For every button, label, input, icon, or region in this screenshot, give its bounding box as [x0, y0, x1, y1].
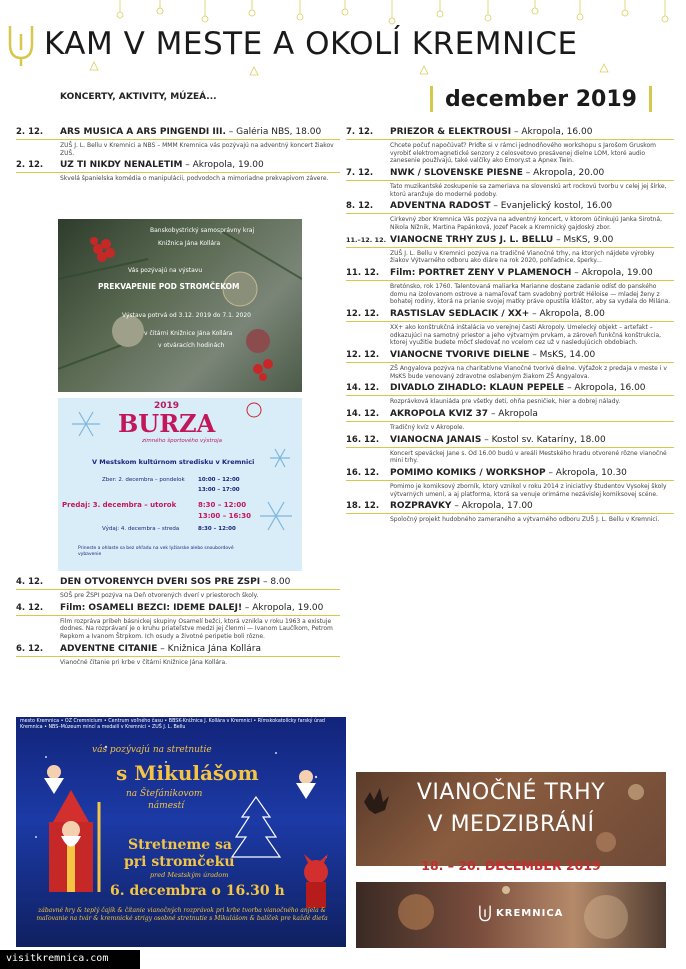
- poster-line: Vás pozývajú na výstavu: [128, 267, 203, 274]
- left-column-top: [16, 127, 340, 186]
- event-title: [390, 168, 604, 178]
- poster-line: Banskobystrický samosprávny kraj: [150, 227, 255, 234]
- event-title: [60, 577, 290, 587]
- mikulas-meet: pred Mestským úradom: [150, 871, 229, 879]
- event-description: Pomimo je komiksový zborník, ktorý vznikol v roku 2014 z iniciatívy študentov Vysokej školy výtvarných umení, a aj platforma, ktorá sa venuje orimárne nezávislej komiksovej scéne.: [390, 483, 667, 498]
- event-title: [390, 127, 592, 137]
- event-date: 4. 12.: [16, 577, 44, 587]
- mikulas-name: s Mikulášom: [116, 761, 259, 785]
- event-item: [346, 268, 674, 306]
- burza-pickup: Výdaj: 4. decembra – streda: [102, 526, 180, 532]
- event-title: [390, 201, 612, 211]
- event-item: [346, 468, 674, 498]
- event-title: [390, 350, 595, 360]
- mikulas-invite: vás pozývajú na stretnutie: [92, 745, 212, 755]
- event-title-text: VIANOČNÉ TRHY ZUŠ J. L. BELLU: [390, 234, 554, 245]
- website-url[interactable]: visitkremnica.com: [0, 950, 140, 969]
- event-title-text: NWK / SLOVENSKÉ PIESNE: [390, 168, 523, 179]
- event-description: Tato muzikantské zoskupenie sa zameriava na slovenskú art rockovú tvorbu v celej jej šírke, ktorú aranžuje do moderné podoby.: [390, 183, 667, 198]
- kremnica-logo-text: KREMNICA: [496, 908, 564, 919]
- event-title: [60, 644, 261, 654]
- event-header: [346, 383, 674, 396]
- event-date: 12. 12.: [346, 309, 380, 320]
- burza-year: 2019: [154, 401, 180, 411]
- poster-dates: Výstava potrvá od 3.12. 2019 do 7.1. 2020: [122, 312, 251, 319]
- event-date: 8. 12.: [346, 201, 374, 212]
- event-place: – Knižnica Jána Kollára: [157, 643, 261, 654]
- event-title-text: Film: OSAMELÍ BEŽCI: IDEME ĎALEJ!: [60, 602, 243, 613]
- market-title-line: VIANOČNÉ TRHY: [416, 780, 606, 805]
- event-title-text: VIANOČNÉ TVORIVÉ DIELNE: [390, 350, 530, 361]
- poster-kremnica: [356, 882, 666, 948]
- event-title: [390, 501, 533, 511]
- event-description: Cirkevný zbor Kremnica Vás pozýva na adventný koncert, v ktorom účinkujú Janka Sirotná, Nikola Nížnik, Martina Papánková, Jozef Pacek a Kremnický gajdoský zbor.: [390, 216, 662, 232]
- event-date: 6. 12.: [16, 643, 44, 654]
- month-label: [430, 84, 652, 114]
- event-title: [390, 383, 646, 393]
- event-header: [346, 235, 674, 248]
- poster-hours: v otváracích hodinách: [158, 342, 225, 349]
- event-place: – Evanjelický kostol, 16.00: [490, 201, 613, 212]
- event-header: [16, 160, 340, 173]
- mikulas-place: na Štefánikovom: [126, 789, 203, 799]
- event-place: – Akropola, 19.00: [242, 602, 324, 613]
- event-date: 14. 12.: [346, 409, 380, 420]
- event-place: – Akropola, 19.00: [182, 160, 264, 171]
- event-title: [390, 409, 538, 419]
- event-item: [16, 160, 340, 183]
- event-title: [60, 603, 323, 613]
- market-title-line: V MEDZIBRÁNÍ: [427, 812, 595, 837]
- event-place: – 8.00: [260, 577, 291, 587]
- burza-venue: V Mestskom kultúrnom stredisku v Kremnici: [92, 458, 255, 466]
- mikulas-meet: pri stromčeku: [124, 854, 235, 870]
- poster-venue: v čitárni Knižnice Jána Kollára: [144, 330, 233, 337]
- poster-mikulas: [16, 717, 346, 947]
- event-item: [346, 501, 674, 524]
- divider: [430, 86, 433, 112]
- event-title: [390, 309, 605, 319]
- event-place: – Kostol sv. Kataríny, 18.00: [481, 434, 606, 445]
- event-title-text: AKROPOLA KVÍZ 37: [390, 409, 489, 420]
- poster-line: Knižnica Jána Kollára: [158, 240, 221, 247]
- event-header: [346, 127, 674, 140]
- right-column: [346, 127, 674, 527]
- event-title-text: POMIMO KOMIKS / WORKSHOP: [390, 468, 546, 479]
- event-date: 7. 12.: [346, 127, 374, 137]
- event-header: [346, 201, 674, 214]
- event-place: – Akropola, 20.00: [522, 168, 605, 179]
- burza-time: 8:30 – 12:00: [198, 526, 236, 532]
- angel-icon: [44, 765, 64, 794]
- event-description: Koncert speváckej Jane s. Od 16.00 budú v areáli Mestského hradu otvorené rôzne vianočné mini trhy.: [390, 449, 667, 465]
- event-place: – Akropola, 10.30: [545, 468, 627, 479]
- month-text: december 2019: [445, 86, 637, 112]
- event-place: – MsKS, 14.00: [529, 350, 596, 361]
- event-place: – Akropola, 16.00: [564, 383, 646, 394]
- event-item: [346, 350, 674, 380]
- event-title-text: ADVENTNÁ RADOSŤ: [390, 201, 491, 212]
- event-place: – MsKS, 9.00: [553, 234, 614, 245]
- event-description: Rozprávková klauniáda pre všetky deti, ohňa pesničiek, hier a dobrej nálady.: [390, 398, 621, 406]
- event-title: [60, 127, 321, 137]
- event-description: XX+ ako konštrukčná inštalácia vo verejnej časti Akropoly. Umelecký objekt – artefakt – odkazujúci na samotný priestor a jeho výtvarným prvkam, a zároveň funkčná konštrukcia, ktorej využitie budete môcť sledovať no vcelom cez už v nasledujúcich obdobiach.: [390, 324, 662, 347]
- mikulas-footer: zábavné hry & teplý čajík & čítanie vianočných rozprávok pri krbe tvorba vianočného anjela & maľovanie na tvár & kremnické strigy osobné stretnutie s Mikulášom & balíček pre každé dieťa: [36, 907, 328, 923]
- event-place: – Akropola, 17.00: [451, 501, 533, 512]
- kremnica-logo-icon: [6, 24, 36, 68]
- event-description: Spoločný projekt hudobného zameraného a výtvarného odboru ZUŠ J. L. Bellu v Kremnici.: [390, 516, 660, 524]
- page-title: KAM V MESTE A OKOLÍ KREMNICE: [44, 26, 578, 62]
- event-item: [16, 603, 340, 641]
- event-description: Chcete počuť napočúvať? Príďte si v rámci jednodňového workshopu s Jarošom Gruskom vyrobiť elektromagnetické senzory z celosvetovo presávenej dielne LOM, ktoré audio zanesenie používajú, také valčíky ako Emory.st a Apnex Twin.: [390, 142, 656, 165]
- burza-sale: Predaj: 3. decembra – utorok: [62, 501, 177, 509]
- event-date: 12. 12.: [346, 350, 380, 361]
- mikulas-date: 6. decembra o 16.30 h: [110, 883, 285, 899]
- event-description: Skvelá španielska komédia o manipulácii, podvodoch a mimoriadne prekvapivom závere.: [60, 175, 329, 183]
- event-date: 2. 12.: [16, 160, 44, 171]
- event-date: 11.–12. 12.: [346, 235, 387, 244]
- event-item: [346, 309, 674, 347]
- mikulas-place: námestí: [148, 801, 185, 811]
- event-title: [60, 160, 264, 170]
- event-header: [16, 603, 340, 616]
- burza-collect: Zber: 2. decembra – pondelok: [102, 477, 185, 483]
- event-description: Vianočné čítanie pri krbe v čitárni Knižnice Jána Kollára.: [60, 658, 228, 666]
- event-item: [346, 435, 674, 465]
- kremnica-logo-icon: [478, 904, 492, 926]
- event-header: [346, 501, 674, 514]
- event-date: 2. 12.: [16, 127, 44, 137]
- angel-icon: [296, 770, 316, 799]
- poster-christmas-market: [356, 772, 666, 866]
- event-header: [16, 577, 340, 590]
- event-title-text: ADVENTNÉ ČÍTANIE: [60, 643, 158, 654]
- event-item: [346, 409, 674, 432]
- left-column-bottom: [16, 577, 340, 669]
- event-place: – Akropola, 19.00: [571, 268, 653, 279]
- event-header: [346, 468, 674, 481]
- page-subtitle: KONCERTY, AKTIVITY, MÚZEÁ...: [60, 92, 217, 102]
- event-description: SOŠ pre ŽSPI pozýva na Deň otvorených dverí v priestoroch školy.: [60, 592, 259, 599]
- event-title-text: Film: PORTRÉT ŽENY V PLAMEŇOCH: [390, 268, 572, 279]
- burza-subtitle: zimného športového výstroja: [142, 438, 223, 444]
- event-title: [390, 235, 613, 245]
- event-title-text: DIVADLO ŽIHADLO: KLAUN PEPELE: [390, 383, 565, 394]
- header: [0, 0, 686, 125]
- event-description: ZUŠ J. L. Bellu v Kremnici pozýva na tradičné Vianočné trhy, na ktorých nájdete výrobky žiakov Výtvarného odboru ako diáre na rok 2020, pohľadnice, šperky...: [390, 249, 655, 265]
- poster-title: PREKVAPENIE POD STROMČEKOM: [98, 282, 240, 291]
- event-title-text: VIANOČNÁ JANAIS: [390, 434, 482, 445]
- event-title-text: ROZPRÁVKY: [390, 501, 452, 512]
- mikulas-organizers: mesto Kremnica • OZ Cremnicium • Centrum voľného času • BBSK-Knižnica J. Kollára v Kremnici • Rímskokatolícky farský úrad Kremnica • NBS–Múzeum mincí a medailí v Kremnici • ZUŠ J. L. Bellu: [20, 719, 325, 731]
- mikulas-meet: Stretneme sa: [128, 837, 232, 853]
- event-header: [346, 350, 674, 363]
- event-item: [346, 127, 674, 165]
- burza-time: 13:00 – 17:00: [198, 487, 240, 493]
- devil-icon: [304, 854, 328, 908]
- event-item: [346, 168, 674, 198]
- event-item: [16, 577, 340, 600]
- burza-time: 13:00 – 16:30: [198, 512, 251, 520]
- event-header: [346, 409, 674, 422]
- event-item: [346, 235, 674, 265]
- event-header: [346, 268, 674, 281]
- event-header: [16, 644, 340, 657]
- event-item: [346, 201, 674, 231]
- burza-title: BURZA: [118, 409, 216, 438]
- burza-time: 8:30 – 12:00: [198, 501, 247, 509]
- market-date: 18. – 20. DECEMBER 2019: [421, 858, 601, 873]
- event-item: [16, 644, 340, 667]
- event-description: Tradičný kvíz v Akropole.: [390, 424, 465, 432]
- event-date: 16. 12.: [346, 468, 380, 479]
- event-title-text: RASTISLAV SEDLAČÍK / XX+: [390, 309, 530, 320]
- event-description: Bretónsko, rok 1760. Talentovaná maliarka Marianne dostane zadanie odísť do panského domu na izolovanom ostrove a namaľovať tam svadobný portrét Héloise — mladej ženy z bohatej rodiny, ktorá na prianie svojej matky práve opustila kláštor, aby sa vydala do Milána.: [390, 283, 671, 306]
- event-title: [390, 468, 627, 478]
- burza-note: Prineste a ohlaste sa bez ohľadu na vek lyžiarske alebo snoubordové vybavenie: [78, 546, 234, 557]
- event-date: 16. 12.: [346, 434, 380, 445]
- poster-exhibition: [58, 219, 302, 392]
- event-date: 18. 12.: [346, 501, 380, 512]
- event-date: 14. 12.: [346, 383, 380, 394]
- event-header: [346, 435, 674, 448]
- event-place: – Galéria NBS, 18.00: [225, 127, 322, 137]
- event-description: ZUŠ J. L. Bellu v Kremnici a NBS – MMM Kremnica vás pozývajú na adventný koncert žiakov ZUŠ.: [60, 142, 334, 157]
- event-header: [346, 309, 674, 322]
- event-item: [346, 383, 674, 406]
- tree-outline-icon: [232, 797, 280, 857]
- event-description: ZŠ Angyalova pozýva na charitatívne Vianočné tvorivé dielne. Výťažok z predaja v meste i v MsKS bude venovaný zdravotne oslabeným žiakom ZŠ Angyalova.: [390, 365, 667, 380]
- event-place: – Akropola, 8.00: [529, 309, 605, 320]
- burza-time: 10:00 – 12:00: [198, 477, 240, 483]
- event-date: 4. 12.: [16, 602, 44, 613]
- event-date: 7. 12.: [346, 168, 374, 179]
- event-title: [390, 435, 606, 445]
- event-header: [346, 168, 674, 181]
- saint-nicholas-icon: [49, 790, 99, 892]
- event-title-text: PRIEZOR & ELEKTROUŠI: [390, 127, 512, 137]
- event-header: [16, 127, 340, 140]
- divider: [649, 86, 652, 112]
- event-title-text: ARS MUSICA A ARS PINGENDI III.: [60, 127, 226, 137]
- event-description: Film rozpráva príbeh básnickej skupiny Osamelí bežci, ktorá vznikla v roku 1963 a existuje dodnes. Na rozprávaní je o kruhu priateľstve medzi jej členmi — Ivanom Laučíkom, Petrom Repkom a Ivanom Štrpkom. Ich osudy a životné peripetie boli rôzne.: [60, 617, 333, 641]
- event-title-text: DEŇ OTVORENÝCH DVERÍ SOŠ PRE ŽSPI: [60, 577, 261, 587]
- event-place: – Akropola: [488, 409, 538, 420]
- event-date: 11. 12.: [346, 268, 380, 279]
- event-title: [390, 268, 653, 278]
- poster-burza: [58, 398, 302, 571]
- event-item: [16, 127, 340, 157]
- event-place: – Akropola, 16.00: [511, 127, 593, 137]
- event-title-text: UŽ TI NIKDY NENALETÍM: [60, 160, 183, 171]
